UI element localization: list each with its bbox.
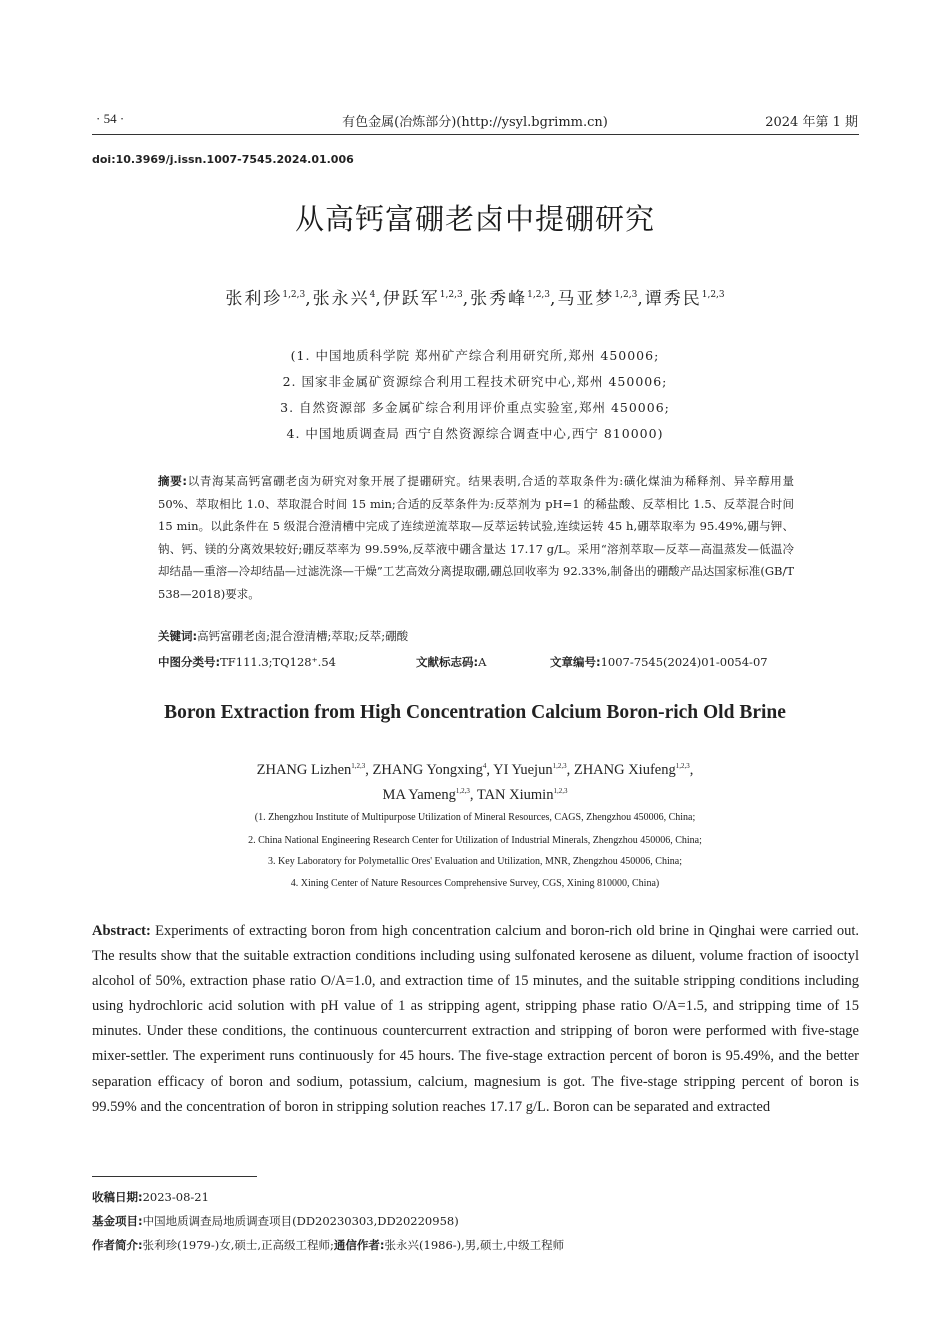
author-affil-sup: 4 bbox=[482, 762, 487, 770]
clc-label: 中图分类号: bbox=[158, 655, 221, 669]
author-en: ZHANG Yongxing bbox=[372, 762, 483, 778]
funding-label: 基金项目: bbox=[92, 1214, 143, 1228]
classification-line bbox=[158, 654, 798, 670]
author-separator: , bbox=[365, 762, 369, 778]
author-affil-sup: 1,2,3 bbox=[552, 762, 567, 770]
title-cn: 从高钙富硼老卤中提硼研究 bbox=[294, 202, 655, 236]
authors-cn: 张利珍$^{1,2,3}$,张永兴$^4$,伊跃军$^{1,2,3}$,张秀峰$^{1,2,3}$,马亚梦$^{1,2,3}$,谭秀民$^{1,2,3}$ bbox=[225, 289, 725, 309]
author-en: TAN Xiumin bbox=[476, 787, 554, 803]
affiliation-en: (1. Zhengzhou Institute of Multipurpose Utilization of Mineral Resources, CAGS, Zhengzhou 450006, China; bbox=[254, 812, 696, 823]
authors-en-line1 bbox=[0, 762, 950, 779]
author-bio-text: 张利珍(1979-)女,硕士,正高级工程师; bbox=[142, 1238, 334, 1252]
author-affil-sup: 1,2,3 bbox=[527, 290, 551, 300]
corresponding-author-text: 张永兴(1986-),男,硕士,中级工程师 bbox=[384, 1238, 565, 1252]
clc-value: TF111.3;TQ128⁺.54 bbox=[220, 655, 336, 669]
abstract-cn-text: 以青海某高钙富硼老卤为研究对象开展了提硼研究。结果表明,合适的萃取条件为:磺化煤油为稀释剂、异辛醇用量 50%、萃取相比 1.0、萃取混合时间 15 min;合适的反萃条件为:反萃剂为 pH=1 的稀盐酸、反萃相比 1.5、反萃混合时间 15 min。以此条件在 5 级混合澄清槽中完成了连续逆流萃取—反萃运转试验,连续运转 45 h,硼萃取率为 95.49%,硼与钾、钠、钙、镁的分离效果较好;硼反萃率为 99.59%,反萃液中硼含量达 17.17 g/L。采用“溶剂萃取—反萃—高温蒸发—低温冷却结晶—重溶—冷却结晶—过滤洗涤—干燥”工艺高效分离提取硼,硼总回收率为 92.33%,制备出的硼酸产品达国家标准(GB/T 538—2018)要求。 bbox=[158, 474, 794, 601]
article-number-label: 文章编号: bbox=[550, 655, 601, 669]
doc-code-value: A bbox=[478, 655, 487, 669]
funding-text: 中国地质调查局地质调查项目(DD20230303,DD20220958) bbox=[142, 1214, 459, 1228]
affiliation-cn: (1. 中国地质科学院 郑州矿产综合利用研究所,郑州 450006; bbox=[290, 348, 660, 363]
footnote-author-bio bbox=[92, 1237, 564, 1253]
author-separator: , bbox=[469, 787, 474, 803]
footnote-received bbox=[92, 1189, 209, 1205]
abstract-en bbox=[92, 919, 859, 1120]
title-en: Boron Extraction from High Concentration Calcium Boron-rich Old Brine bbox=[164, 702, 786, 723]
affiliation-en: 3. Key Laboratory for Polymetallic Ores' Evaluation and Utilization, MNR, Zhengzhou 450006, China; bbox=[268, 856, 682, 867]
author-en: ZHANG Xiufeng bbox=[573, 762, 676, 778]
footnote-rule bbox=[92, 1176, 257, 1177]
author-separator: , bbox=[566, 762, 571, 778]
corresponding-author-label: 通信作者: bbox=[333, 1238, 385, 1252]
author-cn: 马亚梦 bbox=[557, 289, 615, 309]
author-cn: 谭秀民 bbox=[644, 289, 702, 309]
affiliation-en: 4. Xining Center of Nature Resources Comprehensive Survey, CGS, Xining 810000, China) bbox=[290, 878, 660, 889]
page-number: · 54 · bbox=[96, 111, 125, 126]
keywords-cn-label: 关键词: bbox=[158, 629, 198, 643]
doi: doi:10.3969/j.issn.1007-7545.2024.01.006 bbox=[92, 153, 354, 166]
journal-header: 有色金属(冶炼部分)(http://ysyl.bgrimm.cn) bbox=[342, 115, 608, 130]
author-separator: , bbox=[486, 762, 491, 778]
author-affil-sup: 1,2,3 bbox=[553, 787, 568, 795]
affiliation-cn: 2. 国家非金属矿资源综合利用工程技术研究中心,郑州 450006; bbox=[282, 374, 668, 389]
abstract-en-text: Experiments of extracting boron from high concentration calcium and boron-rich old brine in Qinghai were carried out. The results show that the suitable extraction conditions including using sulfonated kerosene as diluent, volume fraction of isooctyl alcohol of 50%, extraction phase ratio O/A=1.0, and extraction time of 15 minutes, and the suitable stripping conditions including using hydrochloric acid solution with pH value of 1 as stripping agent, stripping phase ratio O/A=1.5, and stripping time of 15 minutes. Under these conditions, the continuous countercurrent extraction and stripping of boron were performed with five-stage mixer-settler. The experiment runs continuously for 45 hours. The five-stage extraction percent of boron is 95.49%, and the better separation efficacy of boron and sodium, potassium, calcium, magnesium is got. The five-stage stripping percent of boron is 99.59% and the concentration of boron in stripping solution reaches 17.17 g/L. Boron can be separated and extracted bbox=[92, 923, 859, 1115]
article-number-value: 1007-7545(2024)01-0054-07 bbox=[600, 655, 768, 669]
author-affil-sup: 1,2,3 bbox=[675, 762, 690, 770]
author-cn: 伊跃军 bbox=[382, 289, 440, 309]
author-separator: , bbox=[689, 762, 694, 778]
author-bio-label: 作者简介: bbox=[92, 1238, 143, 1252]
author-en: YI Yuejun bbox=[493, 762, 553, 778]
abstract-cn bbox=[158, 470, 794, 606]
author-affil-sup: 1,2,3 bbox=[701, 290, 725, 300]
affiliation-en: 2. China National Engineering Research Center for Utilization of Industrial Minerals, Zhengzhou 450006, China; bbox=[248, 835, 702, 846]
issue-label: 2024 年第 1 期 bbox=[765, 115, 858, 130]
author-en: MA Yameng bbox=[382, 787, 456, 803]
author-affil-sup: 1,2,3 bbox=[282, 290, 306, 300]
received-label: 收稿日期: bbox=[92, 1190, 143, 1204]
author-affil-sup: 1,2,3 bbox=[455, 787, 470, 795]
author-affil-sup: 1,2,3 bbox=[614, 290, 638, 300]
author-affil-sup: 1,2,3 bbox=[351, 762, 366, 770]
header-rule bbox=[92, 134, 859, 135]
author-affil-sup: 4 bbox=[369, 290, 376, 300]
author-en: ZHANG Lizhen bbox=[256, 762, 352, 778]
affiliation-cn: 3. 自然资源部 多金属矿综合利用评价重点实验室,郑州 450006; bbox=[280, 400, 670, 415]
author-affil-sup: 1,2,3 bbox=[439, 290, 463, 300]
affiliation-cn: 4. 中国地质调查局 西宁自然资源综合调查中心,西宁 810000) bbox=[286, 426, 664, 441]
keywords-cn bbox=[158, 628, 408, 644]
footnote-funding bbox=[92, 1213, 459, 1229]
abstract-cn-label: 摘要: bbox=[158, 474, 188, 488]
abstract-en-label: Abstract: bbox=[92, 923, 151, 939]
author-cn: 张利珍 bbox=[225, 289, 283, 309]
doc-code-label: 文献标志码: bbox=[416, 655, 479, 669]
authors-en-line2 bbox=[0, 787, 950, 804]
keywords-cn-text: 高钙富硼老卤;混合澄清槽;萃取;反萃;硼酸 bbox=[197, 629, 409, 643]
received-date: 2023-08-21 bbox=[142, 1190, 209, 1204]
author-cn: 张秀峰 bbox=[470, 289, 528, 309]
author-cn: 张永兴 bbox=[312, 289, 370, 309]
